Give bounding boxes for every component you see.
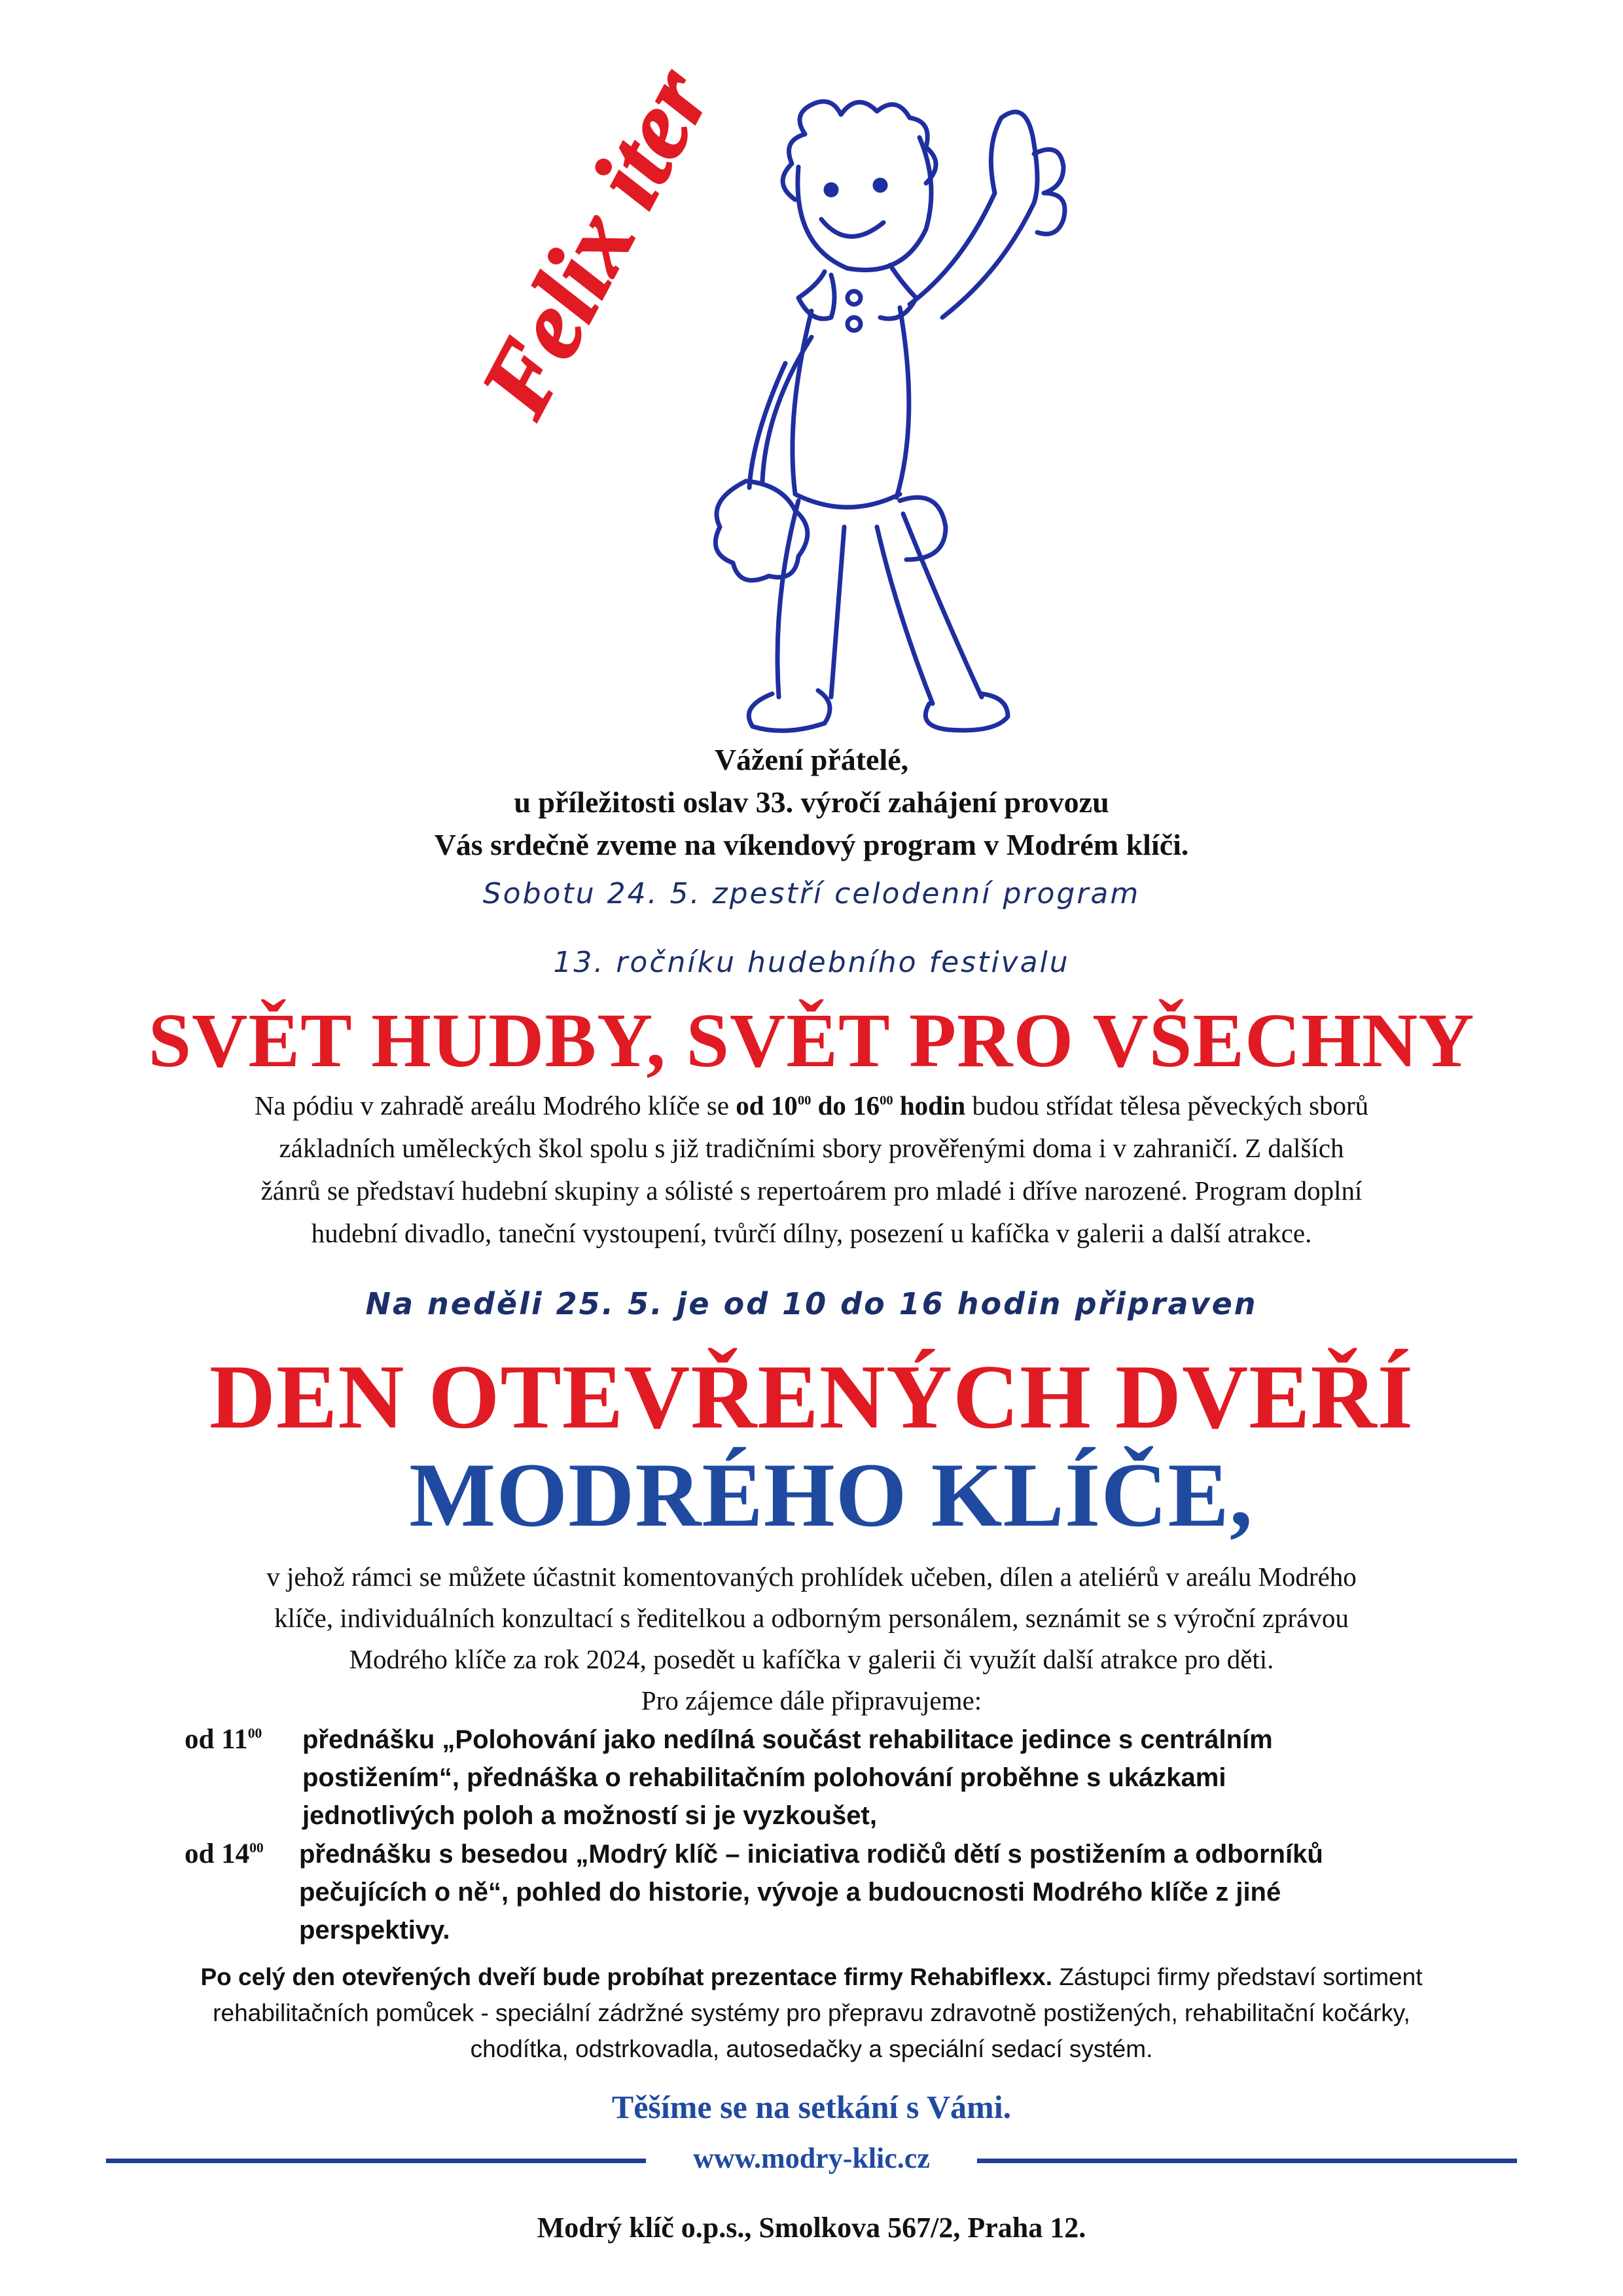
lecture-1-time: od $11^{00}$ [185, 1724, 262, 1755]
lecture-1-line-2: postižením“, přednáška o rehabilitačním polohování proběhne s ukázkami [302, 1763, 1226, 1792]
greeting-line-2: u příležitosti oslav 33. výročí zahájení provozu [514, 785, 1109, 819]
lecture-2-line-2: pečujících o ně“, pohled do historie, vývoje a budoucnosti Modrého klíče z jiné [299, 1878, 1281, 1907]
lecture-2 [185, 1836, 1493, 1954]
footer-divider-right [977, 2159, 1517, 2163]
greeting-line-1: Vážení přátelé, [714, 743, 909, 776]
lecture-2-line-1: přednášku s besedou „Modrý klíč – iniciativa rodičů dětí s postižením a odborníků [299, 1840, 1323, 1869]
saturday-intro-1: Sobotu 24. 5. zpestří celodenní program [482, 877, 1141, 910]
logo-text: Felix iter [459, 51, 732, 433]
open-day-title: DEN OTEVŘENÝCH DVEŘÍ [209, 1346, 1414, 1448]
open-day-line-2: klíče, individuálních konzultací s ředitelkou a odborným personálem, seznámit se s výroční zprávou [274, 1603, 1349, 1633]
lecture-1-line-1: přednášku „Polohování jako nedílná součást rehabilitace jedince s centrálním [302, 1725, 1273, 1754]
presentation-line-3: chodítka, odstrkovadla, autosedačky a speciální sedací systém. [470, 2036, 1153, 2062]
sunday-intro: Na neděli 25. 5. je od 10 do 16 hodin připraven [365, 1286, 1258, 1321]
felix-figure-icon [459, 51, 1060, 730]
festival-paragraph-line-1: Na pódiu v zahradě areálu Modrého klíče se od $10^{00}$ do $16^{00}$ hodin budou střídat tělesa pěveckých sborů [254, 1090, 1369, 1121]
saturday-intro-2: 13. ročníku hudebního festivalu [553, 946, 1070, 979]
closing-text: Těšíme se na setkání s Vámi. [611, 2089, 1012, 2125]
lecture-2-line-3: perspektivy. [299, 1916, 450, 1945]
modry-klic-title: MODRÉHO KLÍČE, [409, 1444, 1253, 1546]
presentation-line-1: Po celý den otevřených dveří bude probíhat prezentace firmy Rehabiflexx. Zástupci firmy představí sortiment [200, 1964, 1423, 1990]
festival-paragraph-line-4: hudební divadlo, taneční vystoupení, tvůrčí dílny, posezení u kafíčka v galerii a další atrakce. [311, 1218, 1312, 1248]
website-link[interactable]: www.modry-klic.cz [693, 2142, 930, 2174]
address-text: Modrý klíč o.p.s., Smolkova 567/2, Praha 12. [537, 2212, 1086, 2244]
presentation-line-2: rehabilitačních pomůcek - speciální zádržné systémy pro přepravu zdravotně postižených, rehabilitační kočárky, [213, 2000, 1410, 2026]
festival-paragraph-line-3: žánrů se představí hudební skupiny a sólisté s repertoárem pro mladé i dříve narozené. Program doplní [260, 1175, 1363, 1206]
festival-title: SVĚT HUDBY, SVĚT PRO VŠECHNY [148, 997, 1475, 1083]
festival-paragraph-line-2: základních uměleckých škol spolu s již tradičními sbory prověřenými doma i v zahraničí. Z dalších [279, 1133, 1344, 1163]
greeting-line-3: Vás srdečně zveme na víkendový program v Modrém klíči. [434, 828, 1189, 861]
open-day-line-4: Pro zájemce dále připravujeme: [641, 1685, 982, 1715]
lecture-1-line-3: jednotlivých poloh a možností si je vyzkoušet, [302, 1801, 877, 1830]
lecture-2-time: od $14^{00}$ [185, 1839, 264, 1869]
lecture-1 [185, 1721, 1493, 1839]
open-day-line-1: v jehož rámci se můžete účastnit komentovaných prohlídek učeben, dílen a ateliérů v areálu Modrého [266, 1562, 1357, 1592]
open-day-line-3: Modrého klíče za rok 2024, posedět u kafíčka v galerii či využít další atrakce pro děti. [349, 1644, 1274, 1674]
